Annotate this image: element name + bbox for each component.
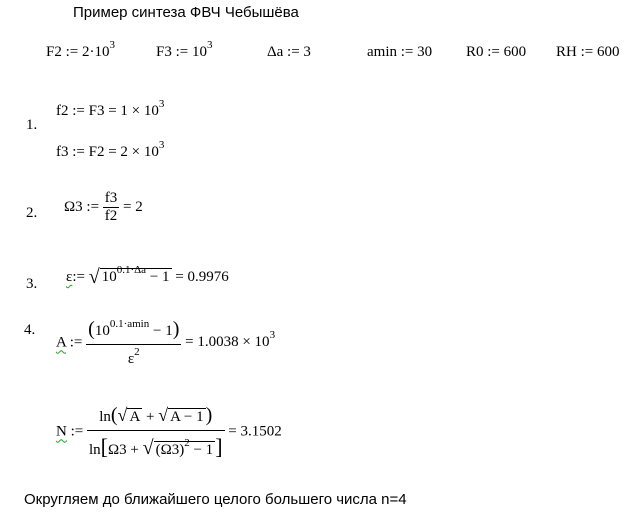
param-delta-a: Δa := 3: [267, 44, 311, 60]
step5-fraction: $\frac{\ln(√ A + √ A - 1 )}{\ln[\Omega 3 + √ (\Omega 3)^2 - 1]}$: [88, 404, 223, 459]
step2-formula: Ω3 := $\frac{f3}{f2}$ = 2: [64, 190, 143, 224]
a-symbol: A: [56, 334, 67, 351]
step3-number: 3.: [26, 276, 38, 292]
step4-fraction: $\frac{(10^{0.1\cdot amin} - 1)}{\varepsilon^2}$: [88, 318, 180, 367]
param-f3: F3 := $10^3$: [156, 39, 213, 60]
n-symbol: N: [56, 423, 67, 440]
page-title: Пример синтеза ФВЧ Чебышёва: [73, 4, 299, 21]
step2-fraction: $\frac{f3}{f2}$: [104, 190, 118, 224]
step2-number: 2.: [26, 205, 38, 221]
step1-line1: f2 := $F3 = 1 \times 10^3$: [56, 98, 165, 119]
conclusion-text: Округляем до ближайшего целого большего числа n=4: [24, 491, 407, 508]
step1-number: 1.: [26, 117, 38, 133]
param-r0: R0 := 600: [466, 44, 527, 60]
param-amin: amin := 30: [367, 44, 433, 60]
epsilon-symbol: ε: [66, 269, 73, 285]
step3-radicand: $10^{0.1\cdot\Delta a} - 1$: [101, 264, 170, 285]
step1-line2: f3 := $F2 = 2 \times 10^3$: [56, 139, 165, 160]
sqrt-icon: √: [88, 266, 100, 288]
param-f2: F2 := $2\cdot 10^3$: [46, 39, 115, 60]
step4-number: 4.: [24, 322, 36, 338]
step3-formula: ε:= √ $10^{0.1\cdot\Delta a} - 1 = 0.9976$: [66, 264, 229, 288]
step5-formula: N := $\frac{\ln(√ A + √ A - 1 )}{\ln[\Omega 3 + √ (\Omega 3)^2 - 1]}$ = 3.1502: [56, 404, 282, 459]
step4-formula: A := $\frac{(10^{0.1\cdot amin} - 1)}{\varepsilon^2}$ = $1.0038 \times 10^3$: [56, 318, 276, 367]
param-rh: RH := 600: [556, 44, 620, 60]
